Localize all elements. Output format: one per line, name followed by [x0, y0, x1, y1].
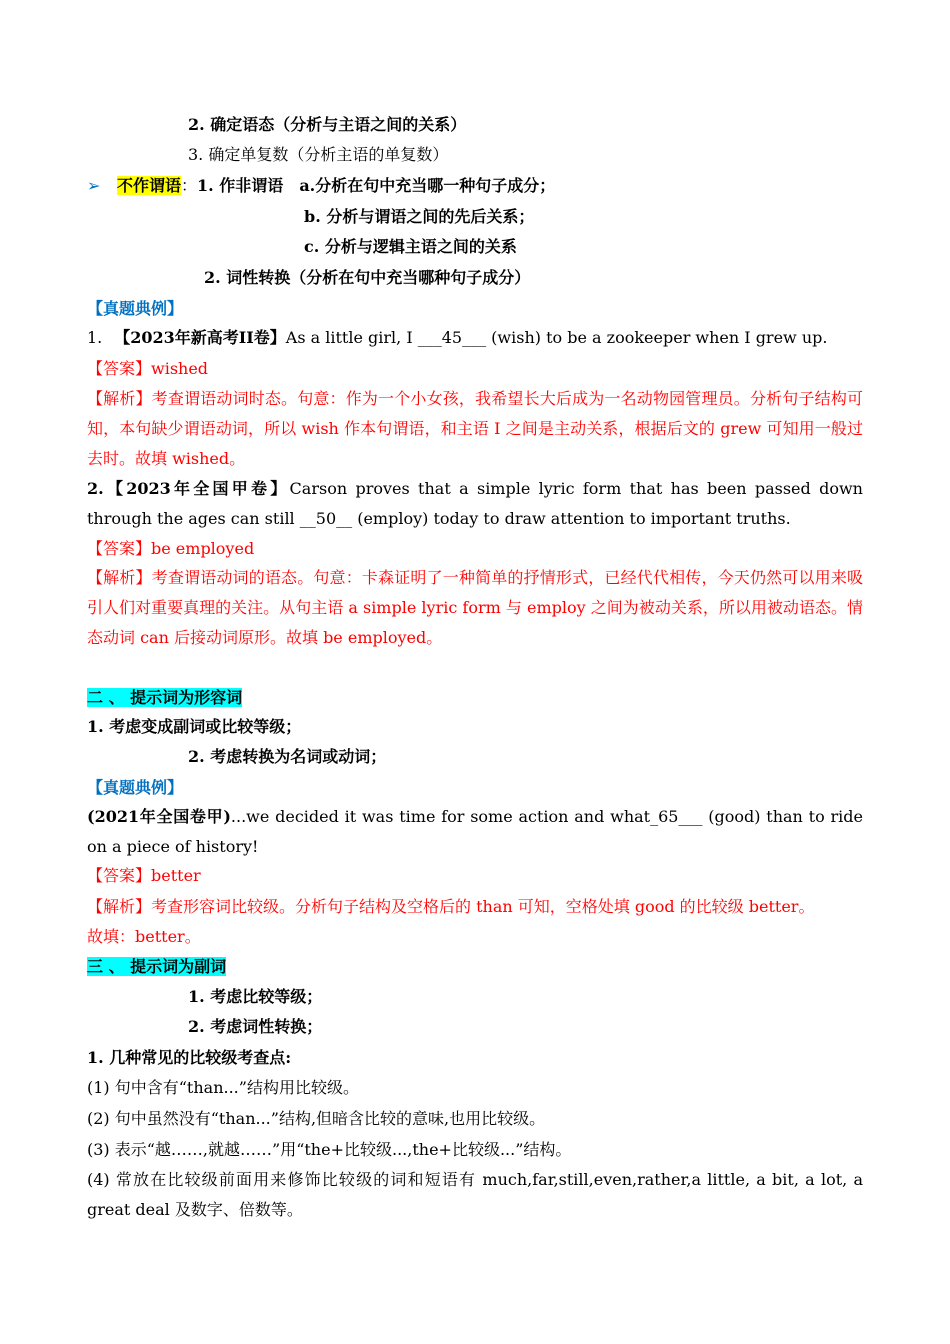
q2-text-after: (employ) today to draw attention to important truths. [352, 509, 791, 528]
section-2-point-2: 2. 考虑转换为名词或动词； [188, 747, 387, 766]
question-2 [87, 474, 863, 534]
number-step: 3. 确定单复数（分析主语的单复数） [188, 145, 449, 164]
comparison-point: (4) 常放在比较级前面用来修饰比较级的词和短语有 much,far,still,even,rather,a little, a bit, a lot, a great deal 及数字、倍数等。 [87, 1170, 863, 1219]
q1-number: 1. [87, 328, 103, 347]
q3-fill: 故填：better。 [87, 927, 201, 946]
examples-heading-2: 【真题典例】 [87, 778, 184, 797]
nonfinite-item-b: b. 分析与谓语之间的先后关系； [304, 207, 535, 226]
nonfinite-item-c: c. 分析与逻辑主语之间的关系 [304, 237, 517, 256]
q3-source: (2021年全国卷甲) [87, 807, 231, 826]
nonfinite-item-2: 2. 词性转换（分析在句中充当哪种句子成分） [204, 268, 531, 287]
q3-analysis: 【解析】考查形容词比较级。分析句子结构及空格后的 than 可知，空格处填 good 的比较级 better。 [87, 897, 815, 916]
nonfinite-colon: ： [181, 176, 198, 195]
comparison-points-title: 1. 几种常见的比较级考查点: [87, 1048, 292, 1067]
q2-blank: __50__ [299, 509, 353, 528]
q2-number: 2. [87, 479, 104, 498]
q1-analysis: 【解析】考查谓语动词时态。句意：作为一个小女孩，我希望长大后成为一名动物园管理员。分析句子结构可知，本句缺少谓语动词，所以 wish 作本句谓语，和主语 I 之间是主动关系，根据后文的 grew 可知用一般过去时。故填 wished。 [87, 389, 863, 468]
section-2-title-text: 二 、 提示词为形容词 [87, 688, 243, 707]
q3-text-before: ...we decided it was time for some action and what [230, 807, 651, 826]
q2-analysis: 【解析】考查谓语动词的语态。句意：卡森证明了一种简单的抒情形式，已经代代相传，今天仍然可以用来吸引人们对重要真理的关注。从句主语 a simple lyric form 与 employ 之间为被动关系，所以用被动语态。情态动词 can 后接动词原形。故填 be employed。 [87, 568, 863, 647]
nonfinite-label: 不作谓语 [117, 176, 182, 195]
examples-heading-1: 【真题典例】 [87, 299, 184, 318]
comparison-point: (1) 句中含有“than...”结构用比较级。 [87, 1078, 359, 1097]
comparison-point: (2) 句中虽然没有“than...”结构,但暗含比较的意味,也用比较级。 [87, 1109, 546, 1128]
section-2-title [87, 687, 863, 709]
section-3-title [87, 956, 863, 978]
question-3 [87, 802, 863, 862]
section-3-point-2: 2. 考虑词性转换； [188, 1017, 323, 1036]
q1-source: 【2023年新高考II卷】 [114, 328, 286, 347]
q3-text-after: (good) than to ride on a piece of history! [87, 807, 863, 856]
q1-answer: 【答案】wished [87, 359, 209, 378]
q1-text-before: As a little girl, I [285, 328, 418, 347]
arrow-bullet-icon: ➢ [87, 176, 101, 195]
q2-source: 【2023年全国甲卷】 [103, 479, 290, 498]
section-3-point-1: 1. 考虑比较等级； [188, 987, 323, 1006]
q3-blank: _65___ [650, 807, 703, 826]
section-2-point-1: 1. 考虑变成副词或比较等级； [87, 717, 302, 736]
q2-answer: 【答案】be employed [87, 539, 255, 558]
q1-text-after: (wish) to be a zookeeper when I grew up. [486, 328, 828, 347]
q1-blank: ___45___ [417, 328, 487, 347]
question-1 [87, 327, 863, 349]
q3-answer: 【答案】better [87, 866, 201, 885]
q2-text-before: Carson proves that a simple lyric form that has been passed down through the ages can still [87, 479, 863, 528]
voice-step: 2. 确定语态（分析与主语之间的关系） [188, 115, 467, 134]
nonfinite-item-a: a.分析在句中充当哪一种句子成分； [299, 176, 556, 195]
comparison-point: (3) 表示“越……,就越……”用“the+比较级...,the+比较级...”结构。 [87, 1140, 572, 1159]
section-3-title-text: 三 、 提示词为副词 [87, 957, 227, 976]
nonfinite-item-1: 1. 作非谓语 [197, 176, 284, 195]
nonfinite-line [87, 175, 863, 197]
